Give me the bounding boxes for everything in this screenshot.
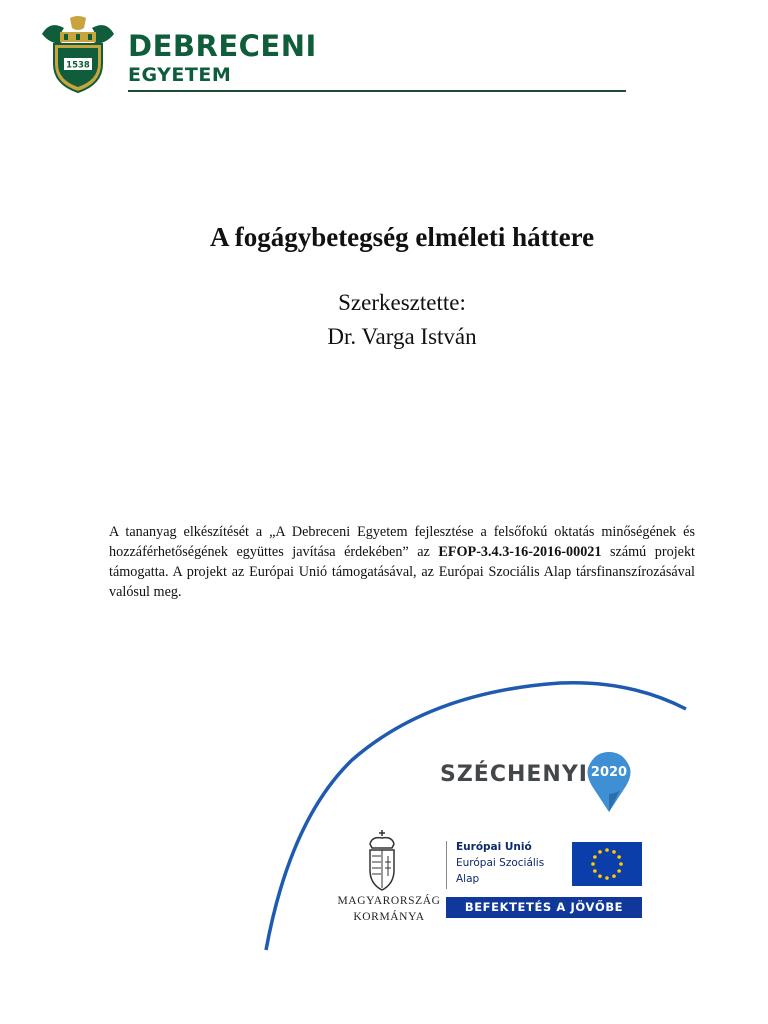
szechenyi-2020-pin-icon [584,750,634,814]
university-crest-icon [36,14,120,94]
funding-text-after: számú projekt támogatta. A projekt az Európai Unió támogatásával, az Európai Szociális Alap társfinanszírozásával valósul meg. [109,544,695,601]
eu-star-icon [593,855,597,859]
eu-star-icon [612,874,616,878]
eu-star-icon [617,869,621,873]
editor-label: Szerkesztette: [338,290,466,315]
eu-star-icon [591,862,595,866]
eu-star-icon [593,869,597,873]
eu-star-icon [598,850,602,854]
eu-label-line2: Európai Szociális [456,857,545,869]
invest-in-future-banner: BEFEKTETÉS A JÖVŐBE [446,897,642,918]
eu-label-line3: Alap [456,873,480,885]
funding-statement [109,522,695,602]
header-divider [128,90,626,92]
eu-star-icon [605,876,609,880]
eu-star-icon [605,848,609,852]
document-title: A fogágybetegség elméleti háttere [209,222,595,252]
eu-star-icon [619,862,623,866]
project-code: EFOP-3.4.3-16-2016-00021 [438,544,602,561]
eu-divider [446,841,447,889]
university-logo [36,14,636,96]
government-label-line2: KORMÁNYA [353,911,425,923]
crest-year: 1538 [66,60,90,71]
hungarian-coat-of-arms-icon [362,830,402,892]
eu-star-icon [598,874,602,878]
eu-star-icon [617,855,621,859]
szechenyi-year: 2020 [590,765,628,780]
government-label-line1: MAGYARORSZÁG [337,895,441,907]
eu-label-line1: Európai Unió [456,841,532,853]
university-name-line1: DEBRECENI [128,29,317,63]
editor-name: Dr. Varga István [327,324,477,349]
eu-fund-label [456,839,544,887]
university-name-line2: EGYETEM [128,64,232,86]
eu-star-icon [612,850,616,854]
szechenyi-wordmark: SZÉCHENYI [440,762,588,787]
eu-flag-icon [572,842,642,886]
funding-text-before: A tananyag elkészítését a „A Debreceni Egyetem fejlesztése a felsőfokú oktatás minőségének és hozzáférhetőségének együttes javítása érdekében” az [109,524,695,561]
